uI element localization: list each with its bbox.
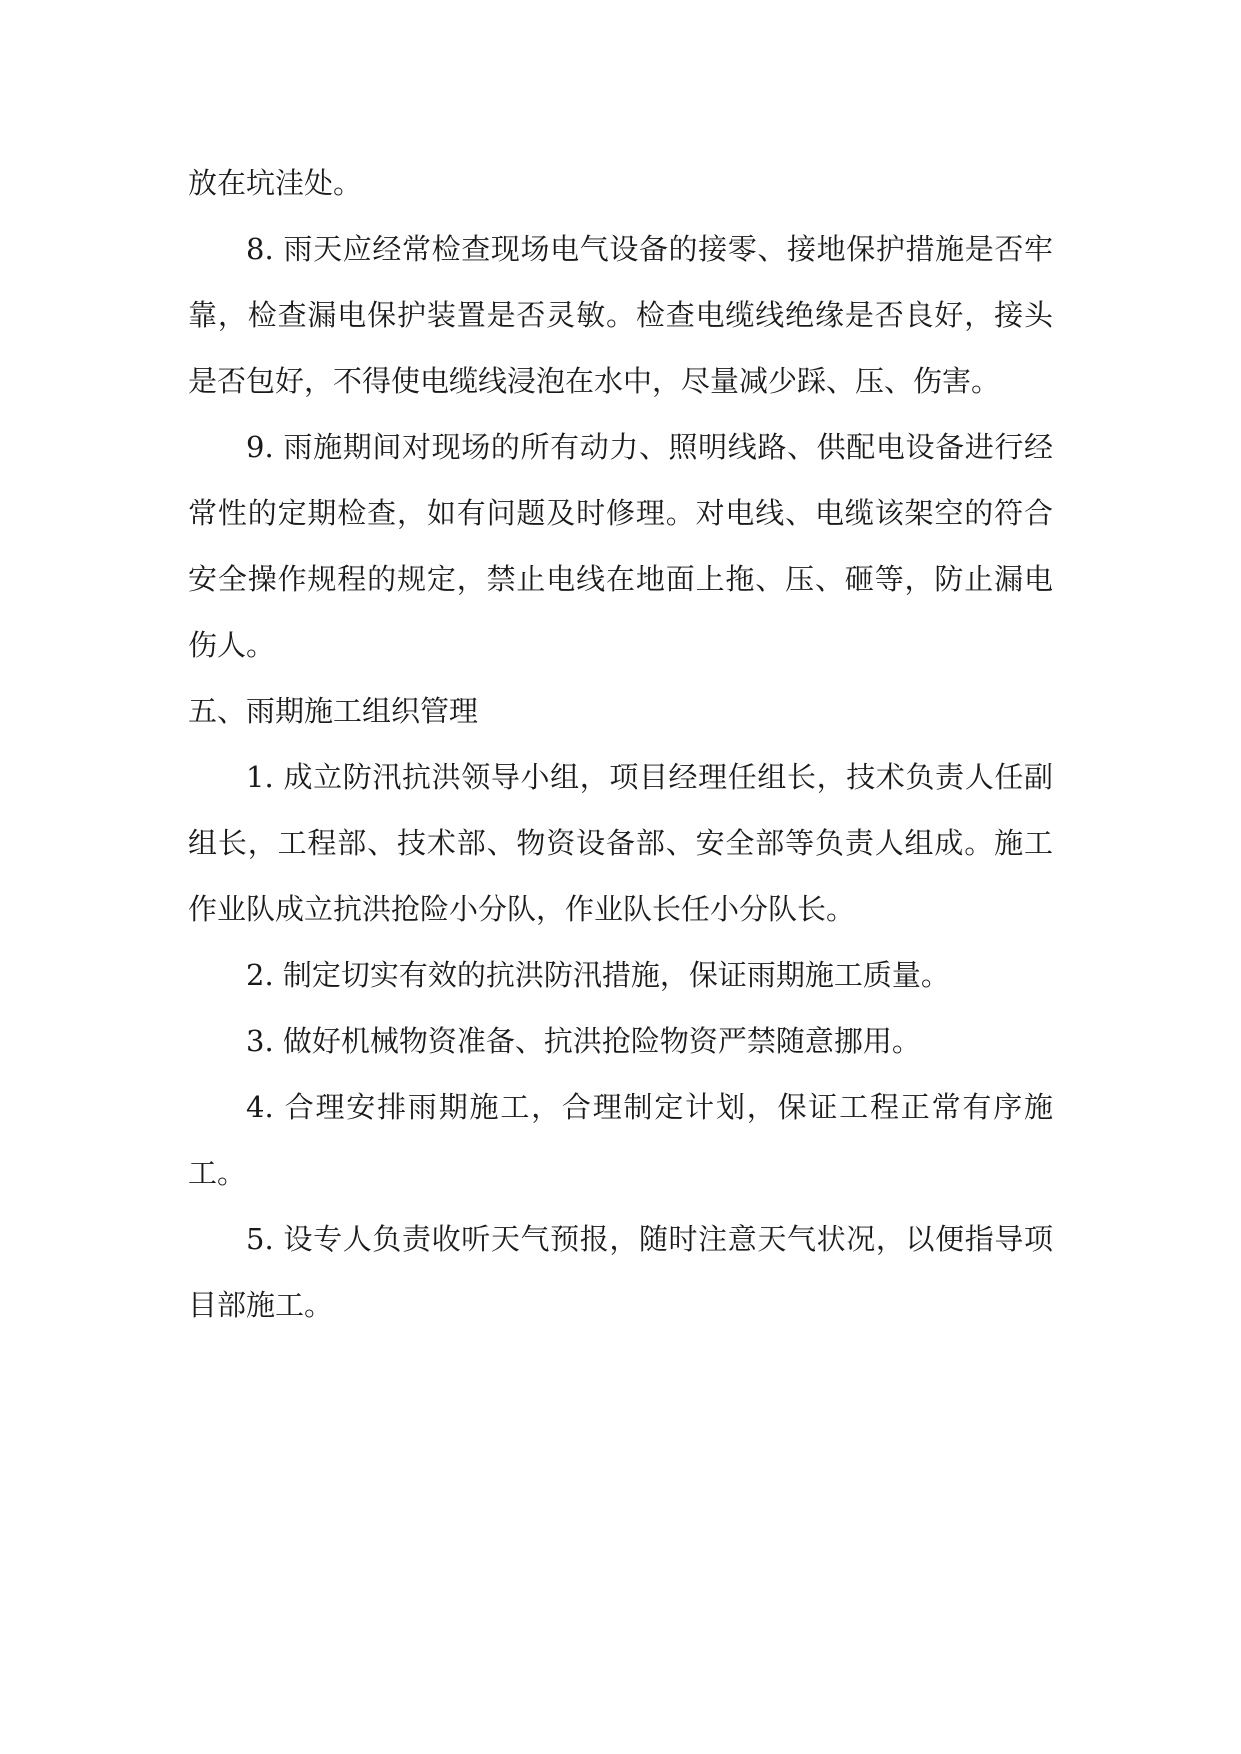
paragraph-item-5-2: 2. 制定切实有效的抗洪防汛措施，保证雨期施工质量。 <box>246 958 950 992</box>
paragraph-continued: 放在坑洼处。 <box>188 166 363 200</box>
section-heading-5: 五、雨期施工组织管理 <box>188 694 479 728</box>
paragraph-item-8: 8. 雨天应经常检查现场电气设备的接零、接地保护措施是否牢靠，检查漏电保护装置是否灵敏。检查电缆线绝缘是否良好，接头是否包好，不得使电缆线浸泡在水中，尽量减少踩、压、伤害。 <box>188 232 1053 398</box>
paragraph-item-5-5: 5. 设专人负责收听天气预报，随时注意天气状况，以便指导项目部施工。 <box>188 1222 1053 1322</box>
paragraph-item-5-4: 4. 合理安排雨期施工，合理制定计划，保证工程正常有序施工。 <box>188 1090 1053 1190</box>
paragraph-item-5-1: 1. 成立防汛抗洪领导小组，项目经理任组长，技术负责人任副组长，工程部、技术部、物资设备部、安全部等负责人组成。施工作业队成立抗洪抢险小分队，作业队长任小分队长。 <box>188 760 1053 926</box>
paragraph-item-9: 9. 雨施期间对现场的所有动力、照明线路、供配电设备进行经常性的定期检查，如有问题及时修理。对电线、电缆该架空的符合安全操作规程的规定，禁止电线在地面上拖、压、砸等，防止漏电伤人。 <box>188 430 1053 662</box>
paragraph-item-5-3: 3. 做好机械物资准备、抗洪抢险物资严禁随意挪用。 <box>246 1024 921 1058</box>
document-body <box>188 150 1053 1338</box>
